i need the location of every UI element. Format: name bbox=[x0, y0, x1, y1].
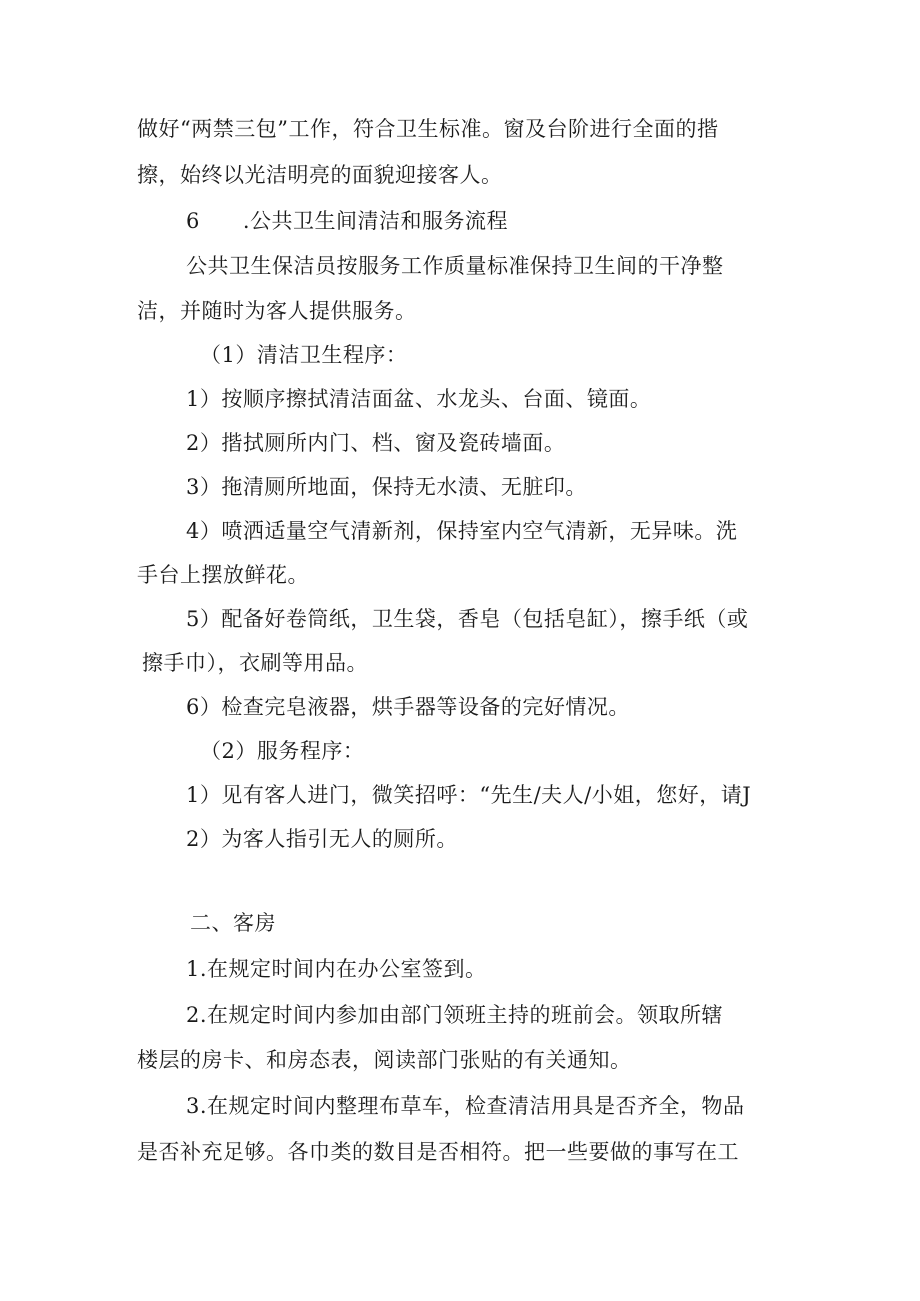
list-item: 2）揩拭厕所内门、档、窗及瓷砖墙面。 bbox=[186, 431, 566, 455]
text-line: 是否补充足够。各巾类的数目是否相符。把一些要做的事写在工 bbox=[137, 1140, 739, 1164]
list-item: 3）拖清厕所地面，保持无水渍、无脏印。 bbox=[186, 475, 587, 499]
text-line: 做好“两禁三包”工作，符合卫生标准。窗及台阶进行全面的揩 bbox=[137, 117, 719, 141]
text-line: 洁，并随时为客人提供服务。 bbox=[137, 299, 417, 323]
section-heading: 6 .公共卫生间清洁和服务流程 bbox=[186, 209, 509, 233]
section-heading: 二、客房 bbox=[190, 911, 276, 935]
text-line: 楼层的房卡、和房态表，阅读部门张贴的有关通知。 bbox=[137, 1048, 632, 1072]
list-item: 2.在规定时间内参加由部门领班主持的班前会。领取所辖 bbox=[186, 1003, 724, 1027]
text-line: 公共卫生保洁员按服务工作质量标准保持卫生间的干净整 bbox=[186, 254, 724, 278]
text-line: 擦，始终以光洁明亮的面貌迎接客人。 bbox=[137, 163, 503, 187]
list-item: 1）按顺序擦拭清洁面盆、水龙头、台面、镜面。 bbox=[186, 387, 652, 411]
subsection-heading: （2）服务程序： bbox=[200, 739, 365, 763]
list-item: 5）配备好卷筒纸，卫生袋，香皂（包括皂缸），擦手纸（或 bbox=[186, 607, 749, 631]
list-item: 3.在规定时间内整理布草车，检查清洁用具是否齐全，物品 bbox=[186, 1094, 745, 1118]
list-item: 1）见有客人进门，微笑招呼：“先生/夫人/小姐，您好，请J bbox=[186, 783, 752, 807]
list-item: 4）喷洒适量空气清新剂，保持室内空气清新，无异味。洗 bbox=[186, 519, 738, 543]
text-line: 擦手巾），衣刷等用品。 bbox=[142, 651, 368, 675]
list-item: 6）检查完皂液器，烘手器等设备的完好情况。 bbox=[186, 695, 630, 719]
text-line: 手台上摆放鲜花。 bbox=[137, 563, 309, 587]
list-item: 2）为客人指引无人的厕所。 bbox=[186, 827, 458, 851]
subsection-heading: （1）清洁卫生程序： bbox=[200, 343, 408, 367]
list-item: 1.在规定时间内在办公室签到。 bbox=[186, 957, 487, 981]
